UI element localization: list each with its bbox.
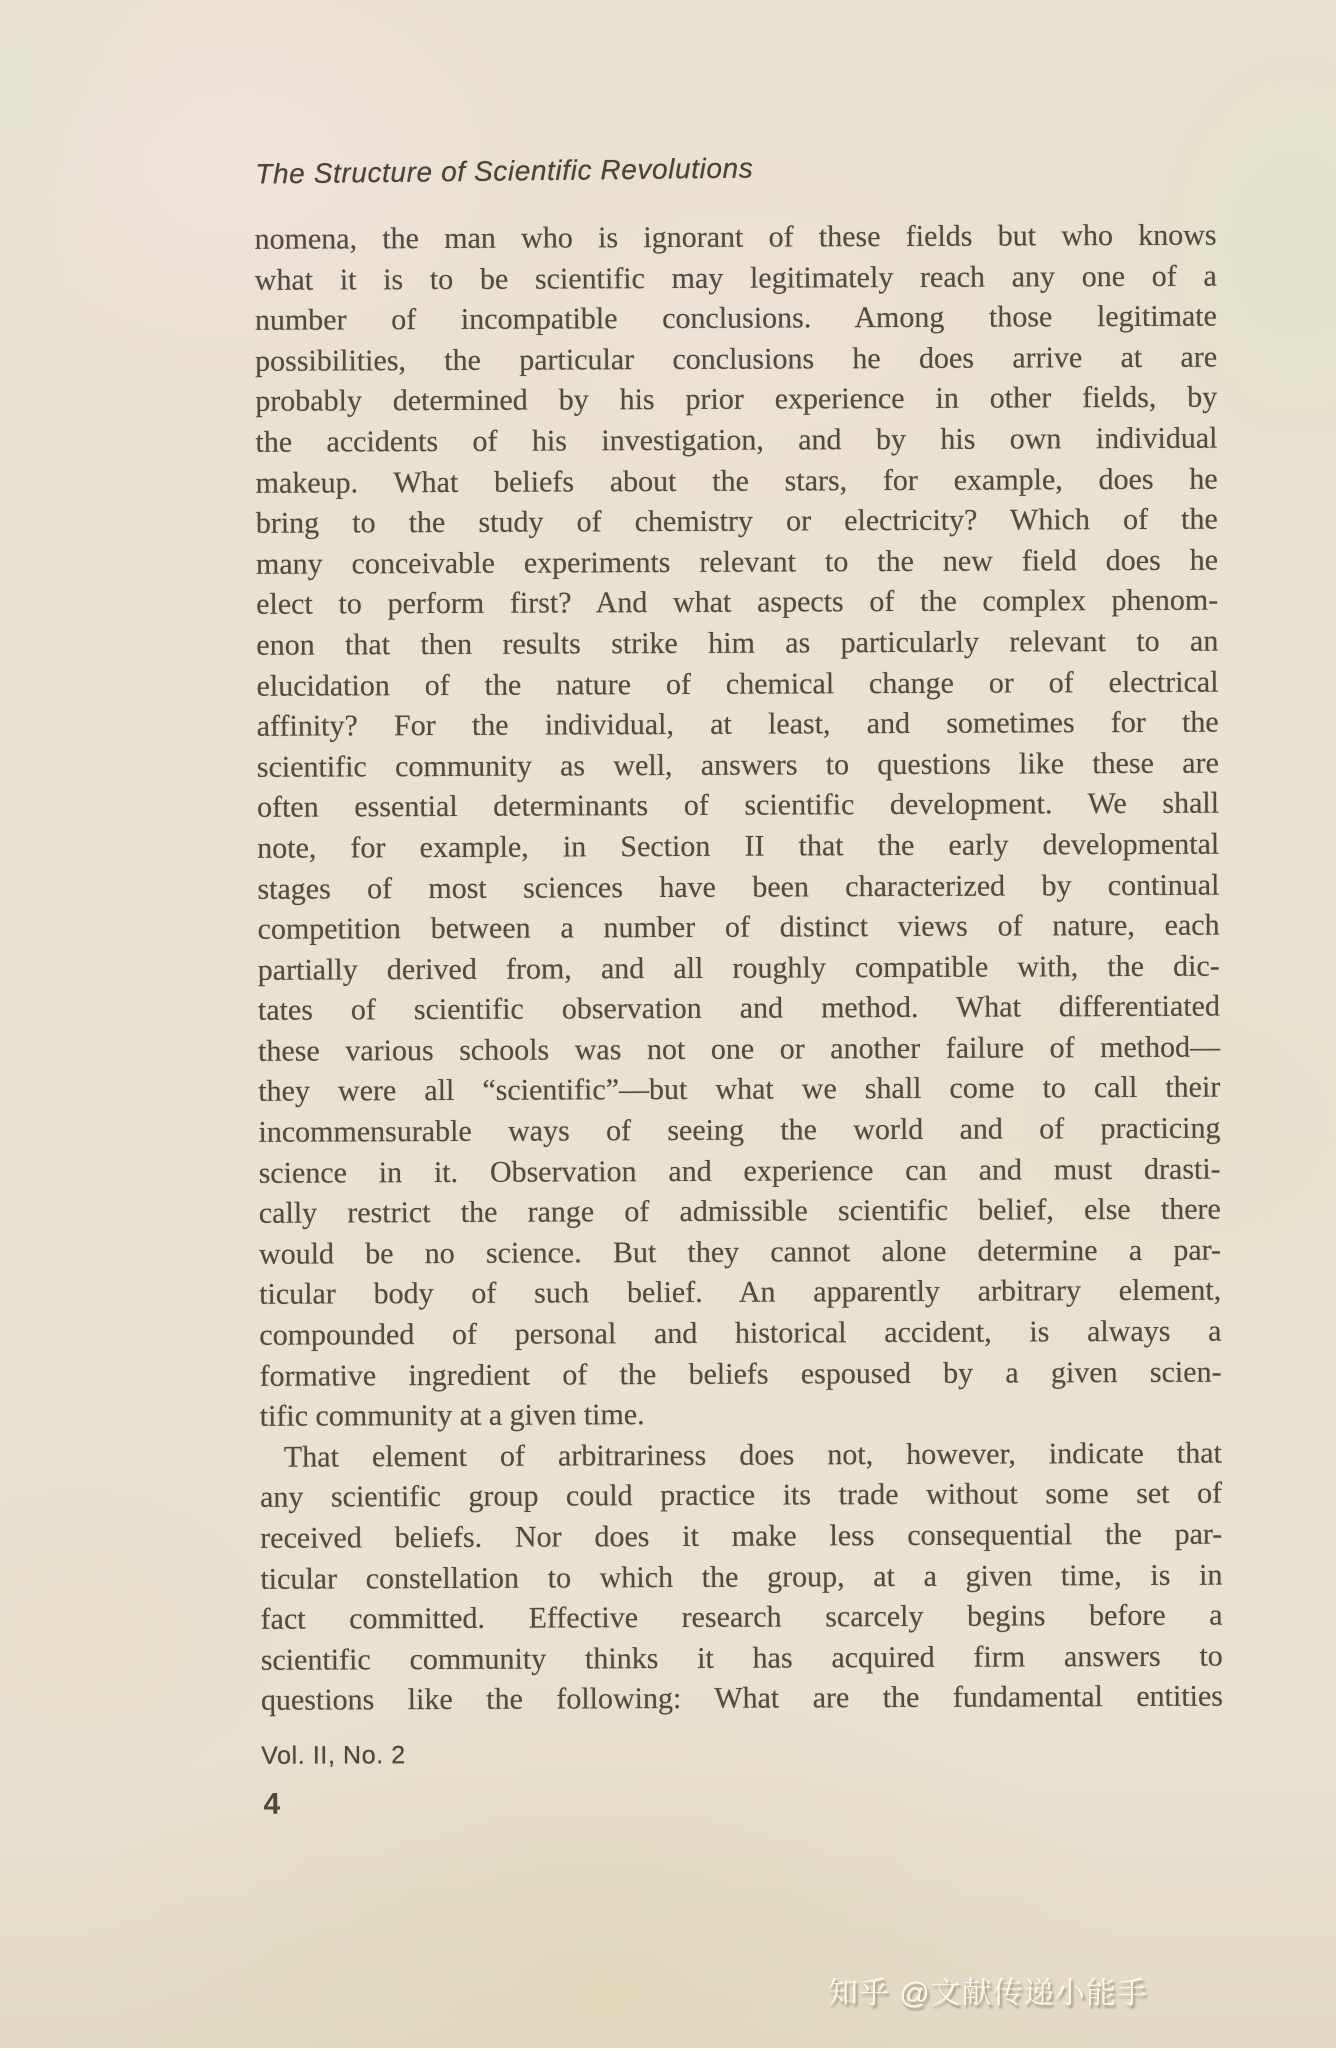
zhihu-watermark: 知乎 @文献传递小能手 (828, 1977, 1148, 2010)
text-line: competition between a number of distinct views of nature, each (257, 908, 1220, 946)
text-line: what it is to be scientific may legitimately reach any one of a (254, 259, 1217, 297)
text-line: note, for example, in Section II that the early developmental (257, 827, 1220, 865)
text-line: questions like the following: What are the fundamental entities (260, 1679, 1224, 1718)
page-number: 4 (263, 1787, 281, 1821)
text-line: affinity? For the individual, at least, and sometimes for the (256, 705, 1219, 743)
text-line: often essential determinants of scientific development. We shall (256, 786, 1220, 825)
text-line: ticular body of such belief. An apparently arbitrary element, (259, 1274, 1222, 1312)
text-line: bring to the study of chemistry or electricity? Which of the (255, 502, 1218, 540)
text-line: number of incompatible conclusions. Among those legitimate (254, 299, 1217, 337)
text-line: That element of arbitrariness does not, however, indicate that (283, 1436, 1222, 1474)
body-text (254, 216, 1223, 1722)
text-line: partially derived from, and all roughly compatible with, the dic- (257, 949, 1220, 987)
text-line: probably determined by his prior experience in other fields, by (255, 380, 1218, 419)
footer-volume-line: Vol. II, No. 2 (261, 1741, 406, 1770)
text-line: ticular constellation to which the group, at a given time, is in (260, 1558, 1223, 1596)
text-line: scientific community thinks it has acquired firm answers to (260, 1639, 1223, 1677)
text-line: elect to perform first? And what aspects of the complex phenom- (256, 583, 1219, 622)
text-line: stages of most sciences have been characterized by continual (257, 868, 1220, 906)
text-line: tates of scientific observation and method. What differentiated (257, 989, 1221, 1028)
text-line: they were all “scientific”—but what we shall come to call their (258, 1071, 1221, 1109)
text-line: any scientific group could practice its trade without some set of (259, 1476, 1223, 1515)
text-line: fact committed. Effective research scarcely begins before a (260, 1598, 1223, 1636)
text-line: tific community at a given time. (259, 1398, 645, 1434)
text-line: incommensurable ways of seeing the world and of practicing (258, 1111, 1221, 1149)
text-line: science in it. Observation and experience can and must drasti- (258, 1152, 1221, 1190)
text-line: scientific community as well, answers to questions like these are (256, 746, 1219, 784)
running-head-title: The Structure of Scientific Revolutions (255, 152, 754, 190)
text-line: formative ingredient of the beliefs espoused by a given scien- (259, 1355, 1222, 1393)
text-line: elucidation of the nature of chemical change or of electrical (256, 665, 1219, 703)
text-line: many conceivable experiments relevant to the new field does he (255, 543, 1219, 581)
text-line: the accidents of his investigation, and by his own individual (255, 421, 1218, 459)
text-line: cally restrict the range of admissible scientific belief, else there (258, 1192, 1221, 1231)
text-line: would be no science. But they cannot alone determine a par- (258, 1233, 1222, 1271)
text-line: makeup. What beliefs about the stars, for example, does he (255, 462, 1218, 500)
text-line: enon that then results strike him as particularly relevant to an (256, 624, 1219, 662)
text-line: received beliefs. Nor does it make less consequential the par- (260, 1517, 1223, 1555)
text-line: compounded of personal and historical accident, is always a (259, 1314, 1222, 1352)
text-line: possibilities, the particular conclusions he does arrive at are (255, 340, 1218, 378)
text-line: nomena, the man who is ignorant of these fields but who knows (254, 218, 1217, 256)
text-line: these various schools was not one or another failure of method— (258, 1030, 1221, 1068)
